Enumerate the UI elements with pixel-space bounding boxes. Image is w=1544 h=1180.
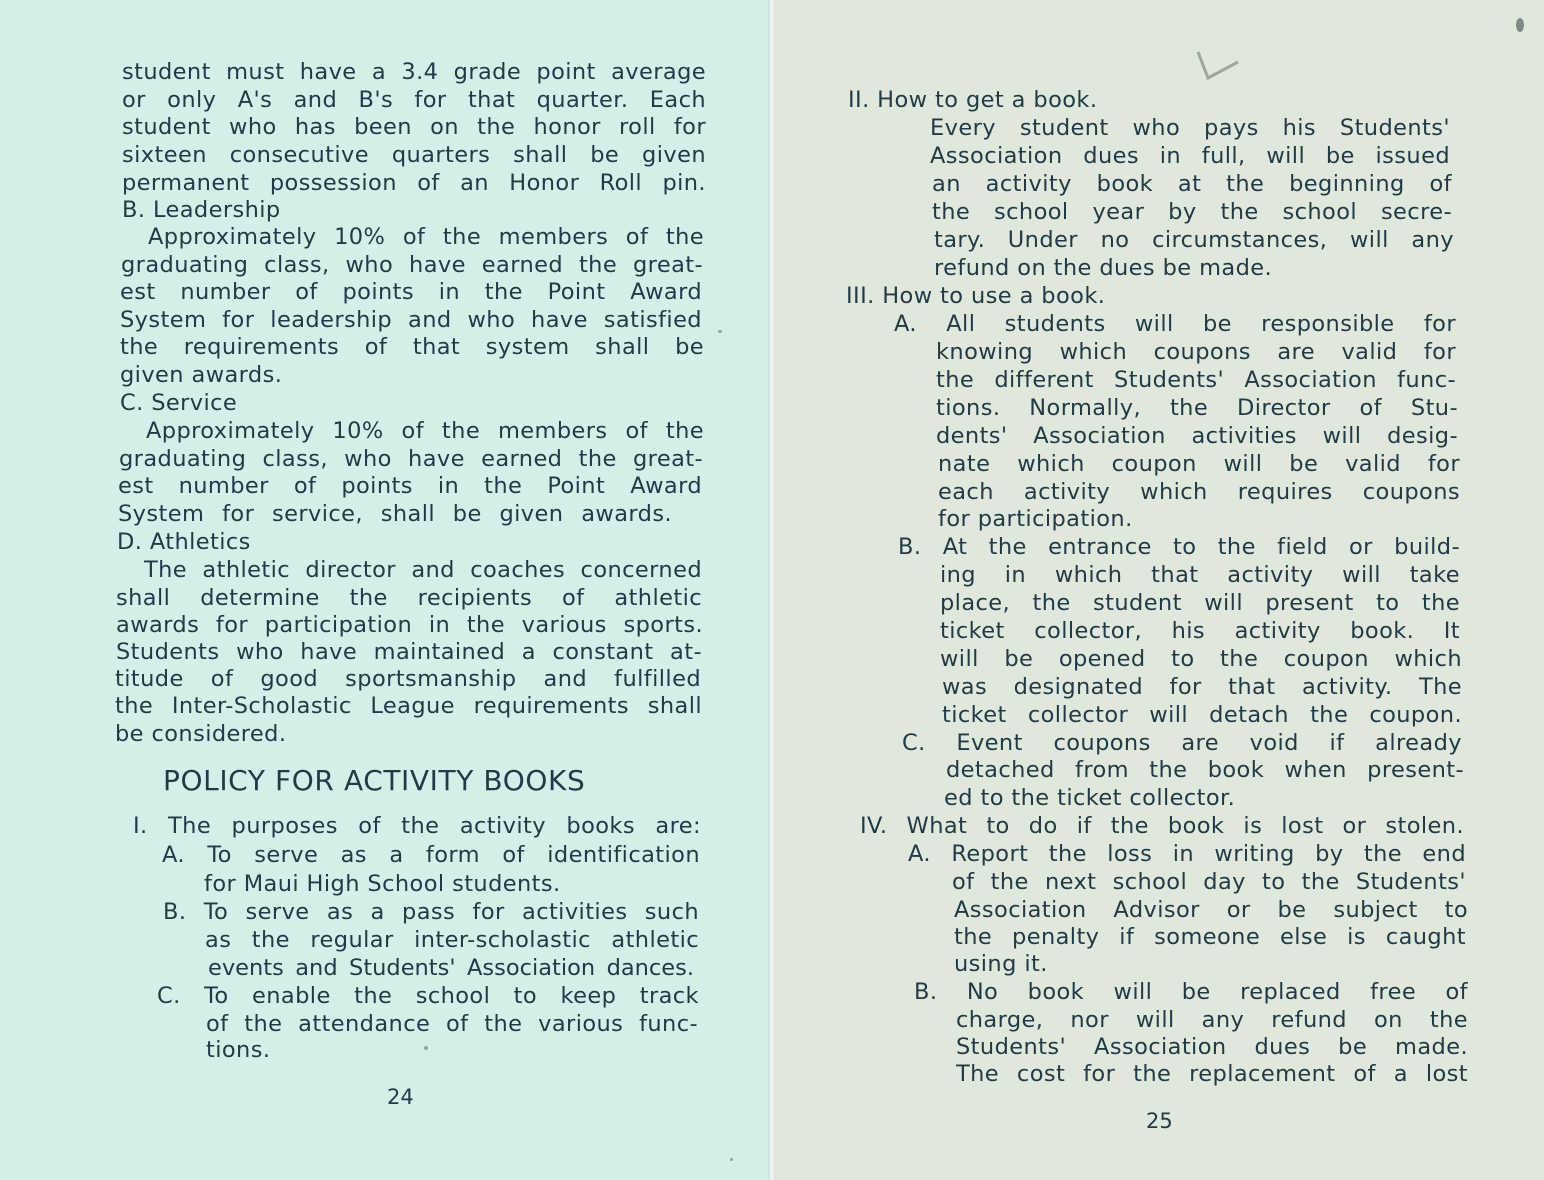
text-line: permanent possession of an Honor Roll pin. xyxy=(122,170,706,196)
text-line: B. At the entrance to the field or build- xyxy=(898,534,1460,560)
text-line: B. No book will be replaced free of xyxy=(914,979,1468,1005)
text-line: Association Advisor or be subject to xyxy=(954,897,1468,923)
text-line: the requirements of that system shall be xyxy=(120,334,704,360)
text-line: tions. xyxy=(206,1037,271,1063)
text-line: student must have a 3.4 grade point average xyxy=(122,59,706,85)
section-heading-get-book: II. How to get a book. xyxy=(848,87,1098,113)
text-line: ed to the ticket collector. xyxy=(944,785,1236,811)
text-line: of the next school day to the Students' xyxy=(952,869,1466,895)
text-line: est number of points in the Point Award xyxy=(118,473,702,499)
text-line: charge, nor will any refund on the xyxy=(956,1007,1468,1033)
text-line: tions. Normally, the Director of Stu- xyxy=(936,395,1458,421)
text-line: tary. Under no circumstances, will any xyxy=(934,227,1454,253)
text-line: C. Event coupons are void if already xyxy=(902,730,1462,756)
text-line: System for leadership and who have satisfied xyxy=(120,307,702,333)
text-line: Approximately 10% of the members of the xyxy=(148,224,704,250)
policy-title: POLICY FOR ACTIVITY BOOKS xyxy=(163,764,586,797)
text-line: A. Report the loss in writing by the end xyxy=(908,841,1466,867)
text-line: ing in which that activity will take xyxy=(940,562,1460,588)
text-line: titude of good sportsmanship and fulfilled xyxy=(115,666,701,692)
text-line: graduating class, who have earned the great- xyxy=(121,252,703,278)
ink-speck xyxy=(1516,18,1524,32)
section-heading-lost-book: IV. What to do if the book is lost or stolen. xyxy=(860,813,1464,839)
text-line: using it. xyxy=(954,951,1048,977)
ink-speck xyxy=(718,330,722,333)
text-line: Association dues in full, will be issued xyxy=(930,143,1450,169)
text-line: The athletic director and coaches concerned xyxy=(144,557,702,583)
text-line: awards for participation in the various sports. xyxy=(116,612,703,638)
text-line: the penalty if someone else is caught xyxy=(954,924,1466,950)
text-line: sixteen consecutive quarters shall be given xyxy=(122,142,706,168)
text-line: Students' Association dues be made. xyxy=(956,1034,1468,1060)
text-line: B. To serve as a pass for activities such xyxy=(163,899,699,925)
text-line: detached from the book when present- xyxy=(946,757,1464,783)
ink-mark xyxy=(1194,48,1254,88)
ink-speck xyxy=(730,1158,733,1161)
ink-speck xyxy=(424,1046,428,1050)
text-line: an activity book at the beginning of xyxy=(932,171,1452,197)
text-line: Students who have maintained a constant at- xyxy=(116,639,702,665)
text-line: was designated for that activity. The xyxy=(942,674,1462,700)
text-line: ticket collector, his activity book. It xyxy=(940,618,1460,644)
text-line: or only A's and B's for that quarter. Each xyxy=(122,87,706,113)
text-line: of the attendance of the various func- xyxy=(206,1011,698,1037)
section-heading-purposes: I. The purposes of the activity books are: xyxy=(133,813,701,839)
text-line: ticket collector will detach the coupon. xyxy=(942,702,1462,728)
text-line: will be opened to the coupon which xyxy=(940,646,1462,672)
text-line: student who has been on the honor roll for xyxy=(122,114,706,140)
right-page xyxy=(774,0,1544,1180)
text-line: A. To serve as a form of identification xyxy=(162,842,700,868)
section-heading-leadership: B. Leadership xyxy=(122,197,281,223)
text-line: each activity which requires coupons xyxy=(938,479,1460,505)
text-line: graduating class, who have earned the great- xyxy=(119,446,703,472)
text-line: Every student who pays his Students' xyxy=(930,115,1450,141)
text-line: the school year by the school secre- xyxy=(932,199,1452,225)
text-line: given awards. xyxy=(120,362,283,388)
text-line: dents' Association activities will desig- xyxy=(936,423,1458,449)
left-page xyxy=(0,0,770,1180)
text-line: place, the student will present to the xyxy=(940,590,1460,616)
text-line: System for service, shall be given awards. xyxy=(118,501,672,527)
text-line: A. All students will be responsible for xyxy=(894,311,1456,337)
text-line: shall determine the recipients of athletic xyxy=(116,585,702,611)
text-line: est number of points in the Point Award xyxy=(120,279,702,305)
text-line: for Maui High School students. xyxy=(204,871,561,897)
page-number: 25 xyxy=(1146,1109,1173,1133)
text-line: be considered. xyxy=(115,721,287,747)
section-heading-athletics: D. Athletics xyxy=(117,529,251,555)
text-line: events and Students' Association dances. xyxy=(208,955,694,981)
text-line: for participation. xyxy=(938,506,1133,532)
text-line: The cost for the replacement of a lost xyxy=(956,1061,1468,1087)
text-line: the different Students' Association func- xyxy=(936,367,1456,393)
text-line: knowing which coupons are valid for xyxy=(936,339,1456,365)
text-line: the Inter-Scholastic League requirements shall xyxy=(115,693,702,719)
text-line: as the regular inter-scholastic athletic xyxy=(205,927,699,953)
text-line: refund on the dues be made. xyxy=(934,255,1273,281)
section-heading-use-book: III. How to use a book. xyxy=(846,283,1106,309)
page-number: 24 xyxy=(387,1085,414,1109)
text-line: C. To enable the school to keep track xyxy=(157,983,699,1009)
text-line: nate which coupon will be valid for xyxy=(938,451,1460,477)
section-heading-service: C. Service xyxy=(120,390,238,416)
text-line: Approximately 10% of the members of the xyxy=(146,418,704,444)
